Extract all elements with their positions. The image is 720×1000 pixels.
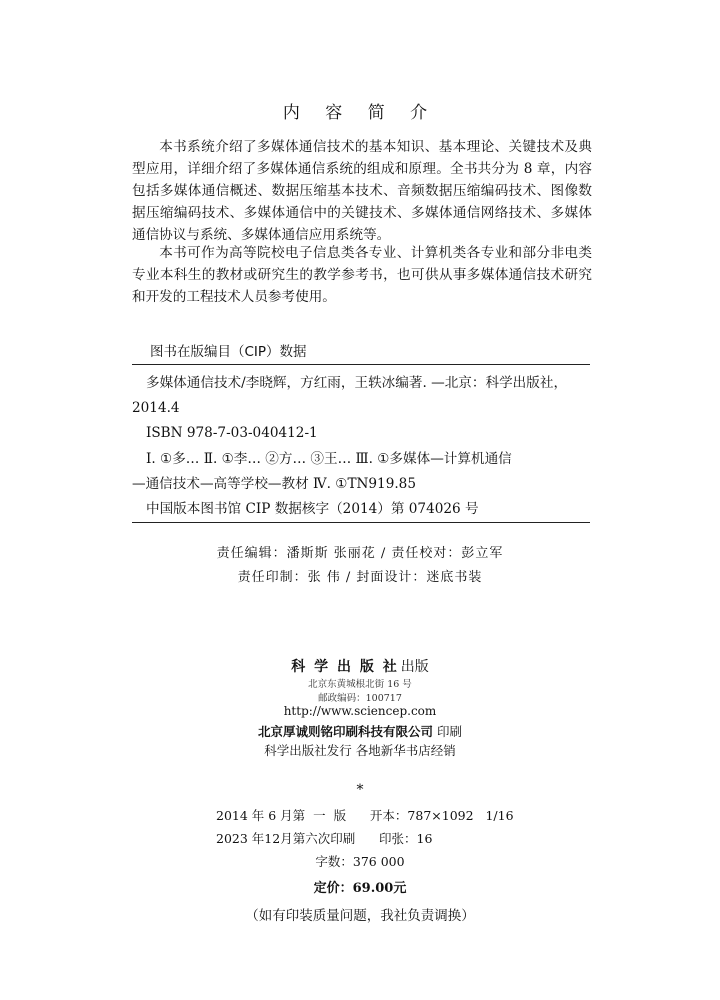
printer-name: 北京厚诚则铭印刷科技有限公司: [257, 724, 433, 739]
publisher-line: [0, 656, 720, 676]
divider-asterisk: *: [356, 782, 364, 798]
publisher-name: 科 学 出 版 社: [291, 659, 399, 675]
printer-line: [0, 722, 720, 740]
distribution-line: 科学出版社发行 各地新华书店经销: [264, 743, 456, 758]
publisher-suffix: 出版: [400, 659, 429, 675]
summary-title: 内 容 简 介: [282, 103, 438, 123]
cip-bibliographic-date: 2014.4: [132, 400, 180, 416]
cip-bottom-rule: [132, 522, 590, 523]
publisher-url: http://www.sciencep.com: [283, 704, 437, 718]
cip-record-number: 中国版本图书馆 CIP 数据核字（2014）第 074026 号: [146, 501, 479, 517]
edition-format-line: 2014 年 6 月第 一 版 开本：787×1092 1/16: [216, 808, 514, 823]
summary-paragraph-2: 本书可作为高等院校电子信息类各专业、计算机类各专业和部分非电类专业本科生的教材或研究生的教学参考书，也可供从事多媒体通信技术研究和开发的工程技术人员参考使用。: [132, 245, 592, 305]
cip-classification-2: —通信技术—高等学校—教材 Ⅳ. ①TN919.85: [132, 476, 416, 492]
quality-notice: （如有印装质量问题，我社负责调换）: [245, 908, 475, 924]
cip-top-rule: [132, 364, 590, 365]
publisher-postcode: 邮政编码：100717: [318, 693, 402, 704]
printer-suffix: 印刷: [437, 724, 463, 739]
cip-heading: 图书在版编目（CIP）数据: [150, 344, 307, 360]
price: 定价：69.00元: [313, 881, 407, 896]
cip-isbn: ISBN 978-7-03-040412-1: [146, 425, 318, 441]
printing-sheets-line: 2023 年12月第六次印刷 印张：16: [216, 831, 433, 846]
publisher-address: 北京东黄城根北街 16 号: [308, 679, 412, 690]
cip-classification-1: Ⅰ. ①多… Ⅱ. ①李… ②方… ③王… Ⅲ. ①多媒体—计算机通信: [146, 451, 512, 467]
credits-editors: 责任编辑：潘斯斯 张丽花 / 责任校对：彭立军: [216, 546, 504, 561]
word-count: 字数：376 000: [315, 854, 405, 869]
summary-paragraph-1: 本书系统介绍了多媒体通信技术的基本知识、基本理论、关键技术及典型应用，详细介绍了多媒体通信系统的组成和原理。全书共分为 8 章，内容包括多媒体通信概述、数据压缩基本技术、音频数据压缩编码技术、图像数据压缩编码技术、多媒体通信中的关键技术、多媒体通信网络技术、多媒体通信协议与系统、多媒体通信应用系统等。: [132, 139, 592, 243]
credits-production: 责任印制：张 伟 / 封面设计：迷底书装: [237, 570, 483, 585]
cip-bibliographic-line: 多媒体通信技术/李晓辉，方红雨，王轶冰编著. —北京：科学出版社，: [146, 375, 568, 391]
